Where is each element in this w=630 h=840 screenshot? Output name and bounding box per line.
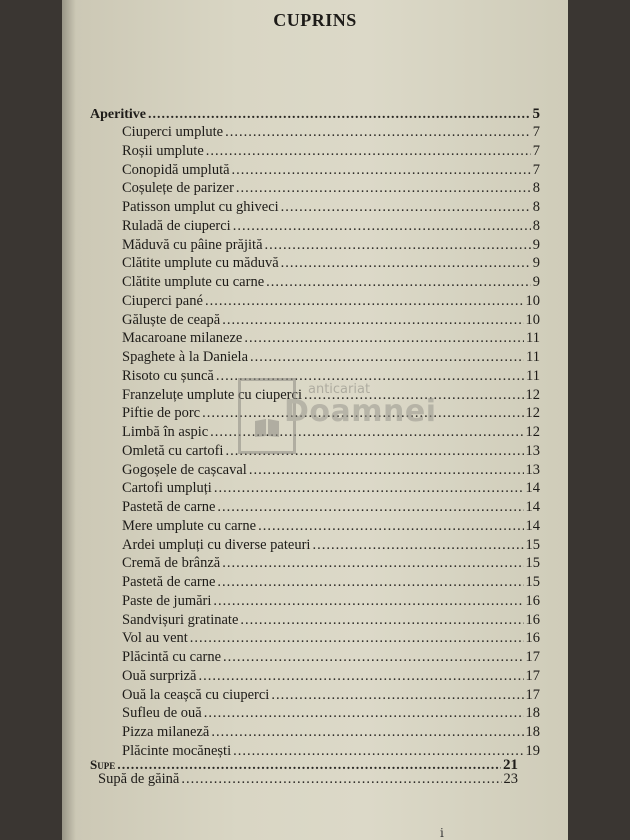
toc-entry[interactable]	[122, 293, 540, 309]
toc-entry-page-number: 12	[525, 405, 540, 422]
toc-entry-label: Risoto cu șuncă	[122, 367, 214, 384]
toc-entry[interactable]	[122, 537, 540, 553]
toc-entry-page-number: 23	[503, 771, 518, 787]
toc-entry-page-number: 13	[525, 442, 540, 459]
dot-leader	[312, 537, 523, 553]
toc-entry-page-number: 11	[526, 349, 540, 365]
toc-entry-page-number: 9	[532, 255, 540, 272]
dot-leader	[258, 518, 523, 534]
toc-entry-page-number: 13	[525, 461, 540, 478]
dot-leader	[213, 593, 523, 609]
toc-entry[interactable]	[122, 312, 540, 328]
dot-leader	[223, 649, 523, 665]
toc-entry[interactable]	[122, 574, 540, 590]
dot-leader	[236, 180, 531, 196]
toc-entry-page-number: 15	[525, 574, 540, 590]
toc-entry-label: Sufleu de ouă	[122, 705, 202, 722]
dot-leader	[240, 612, 523, 628]
dot-leader	[217, 574, 523, 590]
toc-entry-label: Clătite umplute cu carne	[122, 274, 265, 290]
toc-entry[interactable]	[122, 593, 540, 609]
book-icon	[254, 418, 280, 438]
toc-entry-label: Paste de jumări	[122, 592, 212, 609]
toc-entry-label: Conopidă umplută	[122, 161, 230, 178]
dot-leader	[271, 687, 523, 703]
dot-leader	[250, 349, 524, 365]
toc-entry[interactable]	[122, 274, 540, 290]
toc-entry-page-number: 17	[525, 649, 540, 665]
toc-entry[interactable]	[98, 771, 518, 787]
dot-leader	[281, 199, 531, 215]
dot-leader	[244, 330, 524, 346]
toc-entry-page-number: 8	[532, 180, 540, 197]
toc-entry-page-number: 12	[525, 424, 540, 440]
toc-entry-page-number: 16	[525, 592, 540, 609]
toc-entry[interactable]	[122, 555, 540, 571]
dot-leader	[225, 124, 531, 140]
toc-entry-label: Cremă de brânză	[122, 555, 221, 572]
pen-mark: ⅰ	[440, 826, 444, 840]
toc-entry-page-number: 14	[525, 499, 540, 515]
toc-entry-label: Limbă în aspic	[122, 424, 209, 440]
toc-entry-label: Ruladă de ciuperci	[122, 217, 231, 234]
toc-entry-label: Plăcinte mocănești	[122, 742, 232, 759]
toc-entry[interactable]	[122, 462, 540, 478]
toc-entry-label: Piftie de porc	[122, 405, 201, 422]
toc-entry-label: Măduvă cu pâine prăjită	[122, 236, 263, 253]
toc-entry[interactable]	[122, 480, 540, 496]
toc-entry-label: Ouă la ceașcă cu ciuperci	[122, 686, 270, 703]
dot-leader	[214, 480, 524, 496]
toc-entry-label: Supă de găină	[98, 771, 180, 787]
dot-leader	[211, 724, 523, 740]
dot-leader	[205, 293, 524, 309]
toc-section-label: Supe	[90, 757, 116, 772]
toc-entry[interactable]	[122, 124, 540, 140]
dot-leader	[281, 255, 531, 271]
toc-entry[interactable]	[122, 255, 540, 271]
toc-entry[interactable]	[122, 499, 540, 515]
toc-entry[interactable]	[122, 162, 540, 178]
toc-entry[interactable]	[122, 143, 540, 159]
toc-entry-page-number: 14	[525, 480, 540, 497]
toc-section-page-number: 21	[503, 757, 518, 773]
toc-entry-page-number: 11	[526, 367, 540, 384]
toc-entry-label: Franzeluțe umplute cu ciuperci	[122, 386, 302, 403]
toc-entry-label: Coșulețe de parizer	[122, 180, 234, 197]
dot-leader	[265, 237, 531, 253]
toc-entry[interactable]	[122, 349, 540, 365]
dot-leader	[266, 274, 531, 290]
toc-entry-label: Spaghete à la Daniela	[122, 349, 249, 365]
toc-entry-label: Omletă cu cartofi	[122, 442, 224, 459]
toc-entry[interactable]	[122, 199, 540, 215]
toc-entry-page-number: 8	[532, 217, 540, 234]
dot-leader	[217, 499, 523, 515]
dot-leader	[181, 771, 501, 787]
dot-leader	[222, 312, 523, 328]
toc-entry-label: Roșii umplute	[122, 142, 204, 159]
toc-section-label: Aperitive	[90, 107, 146, 122]
watermark-small-text: anticariat	[308, 382, 371, 397]
toc-entry-label: Gogoșele de cașcaval	[122, 461, 247, 478]
dot-leader	[249, 462, 524, 478]
dot-leader	[222, 555, 523, 571]
dot-leader	[232, 162, 531, 178]
toc-entry-page-number: 18	[525, 724, 540, 740]
toc-entry-page-number: 12	[525, 386, 540, 403]
toc-entry-page-number: 10	[525, 311, 540, 328]
toc-entry-label: Pastetă de carne	[122, 574, 216, 590]
toc-entry[interactable]	[122, 705, 540, 721]
watermark-brand-text: Doamnei	[284, 394, 437, 429]
toc-entry[interactable]	[122, 687, 540, 703]
toc-entry-page-number: 19	[525, 742, 540, 759]
toc-entry-page-number: 8	[532, 199, 540, 215]
toc-entry-page-number: 18	[525, 705, 540, 722]
toc-entry-page-number: 7	[532, 124, 540, 140]
toc-entry-page-number: 17	[525, 667, 540, 684]
toc-entry-label: Pastetă de carne	[122, 499, 216, 515]
toc-entry-page-number: 11	[526, 330, 540, 347]
toc-entry[interactable]	[122, 518, 540, 534]
toc-entry-page-number: 14	[525, 517, 540, 534]
dot-leader	[148, 107, 531, 123]
toc-entry[interactable]	[122, 330, 540, 346]
page-title: CUPRINS	[273, 10, 357, 30]
toc-entry-label: Sandvișuri gratinate	[122, 611, 239, 628]
toc-entry-label: Mere umplute cu carne	[122, 517, 257, 534]
toc-entry[interactable]	[122, 724, 540, 740]
toc-entry-page-number: 16	[525, 611, 540, 628]
toc-entry-page-number: 9	[532, 274, 540, 290]
toc-entry-label: Macaroane milaneze	[122, 330, 243, 347]
toc-entry-page-number: 9	[532, 236, 540, 253]
toc-entry-page-number: 17	[525, 686, 540, 703]
toc-entry-label: Vol au vent	[122, 630, 188, 647]
toc-entry-label: Clătite umplute cu măduvă	[122, 255, 279, 272]
toc-entry-label: Ouă surpriză	[122, 667, 197, 684]
toc-entry-label: Ciuperci pané	[122, 292, 203, 309]
toc-entry[interactable]	[122, 630, 540, 646]
toc-entry-label: Ardei umpluți cu diverse pateuri	[122, 536, 311, 553]
toc-entry-label: Cartofi umpluți	[122, 480, 212, 497]
toc-section-page-number: 5	[532, 106, 540, 122]
book-page	[62, 0, 568, 840]
toc-section[interactable]	[90, 106, 540, 123]
toc-entry-page-number: 16	[525, 630, 540, 647]
toc-entry-label: Ciuperci umplute	[122, 124, 224, 140]
toc-entry-label: Pizza milaneză	[122, 724, 210, 740]
toc-entry-page-number: 7	[532, 161, 540, 178]
toc-entry[interactable]	[122, 218, 540, 234]
toc-entry-label: Găluște de ceapă	[122, 311, 221, 328]
toc-entry[interactable]	[122, 649, 540, 665]
toc-entry[interactable]	[122, 237, 540, 253]
toc-entry-page-number: 7	[532, 142, 540, 159]
dot-leader	[190, 630, 524, 646]
toc-entry[interactable]	[122, 180, 540, 196]
watermark	[238, 378, 437, 458]
toc-entry-page-number: 10	[525, 292, 540, 309]
toc-entry-label: Patisson umplut cu ghiveci	[122, 199, 279, 215]
toc-entry-page-number: 15	[525, 555, 540, 572]
dot-leader	[206, 143, 531, 159]
dot-leader	[198, 668, 523, 684]
toc-entry-page-number: 15	[525, 536, 540, 553]
dot-leader	[233, 218, 531, 234]
toc-entry[interactable]	[122, 668, 540, 684]
toc-entry-label: Plăcintă cu carne	[122, 649, 222, 665]
toc-entry[interactable]	[122, 612, 540, 628]
dot-leader	[204, 705, 524, 721]
